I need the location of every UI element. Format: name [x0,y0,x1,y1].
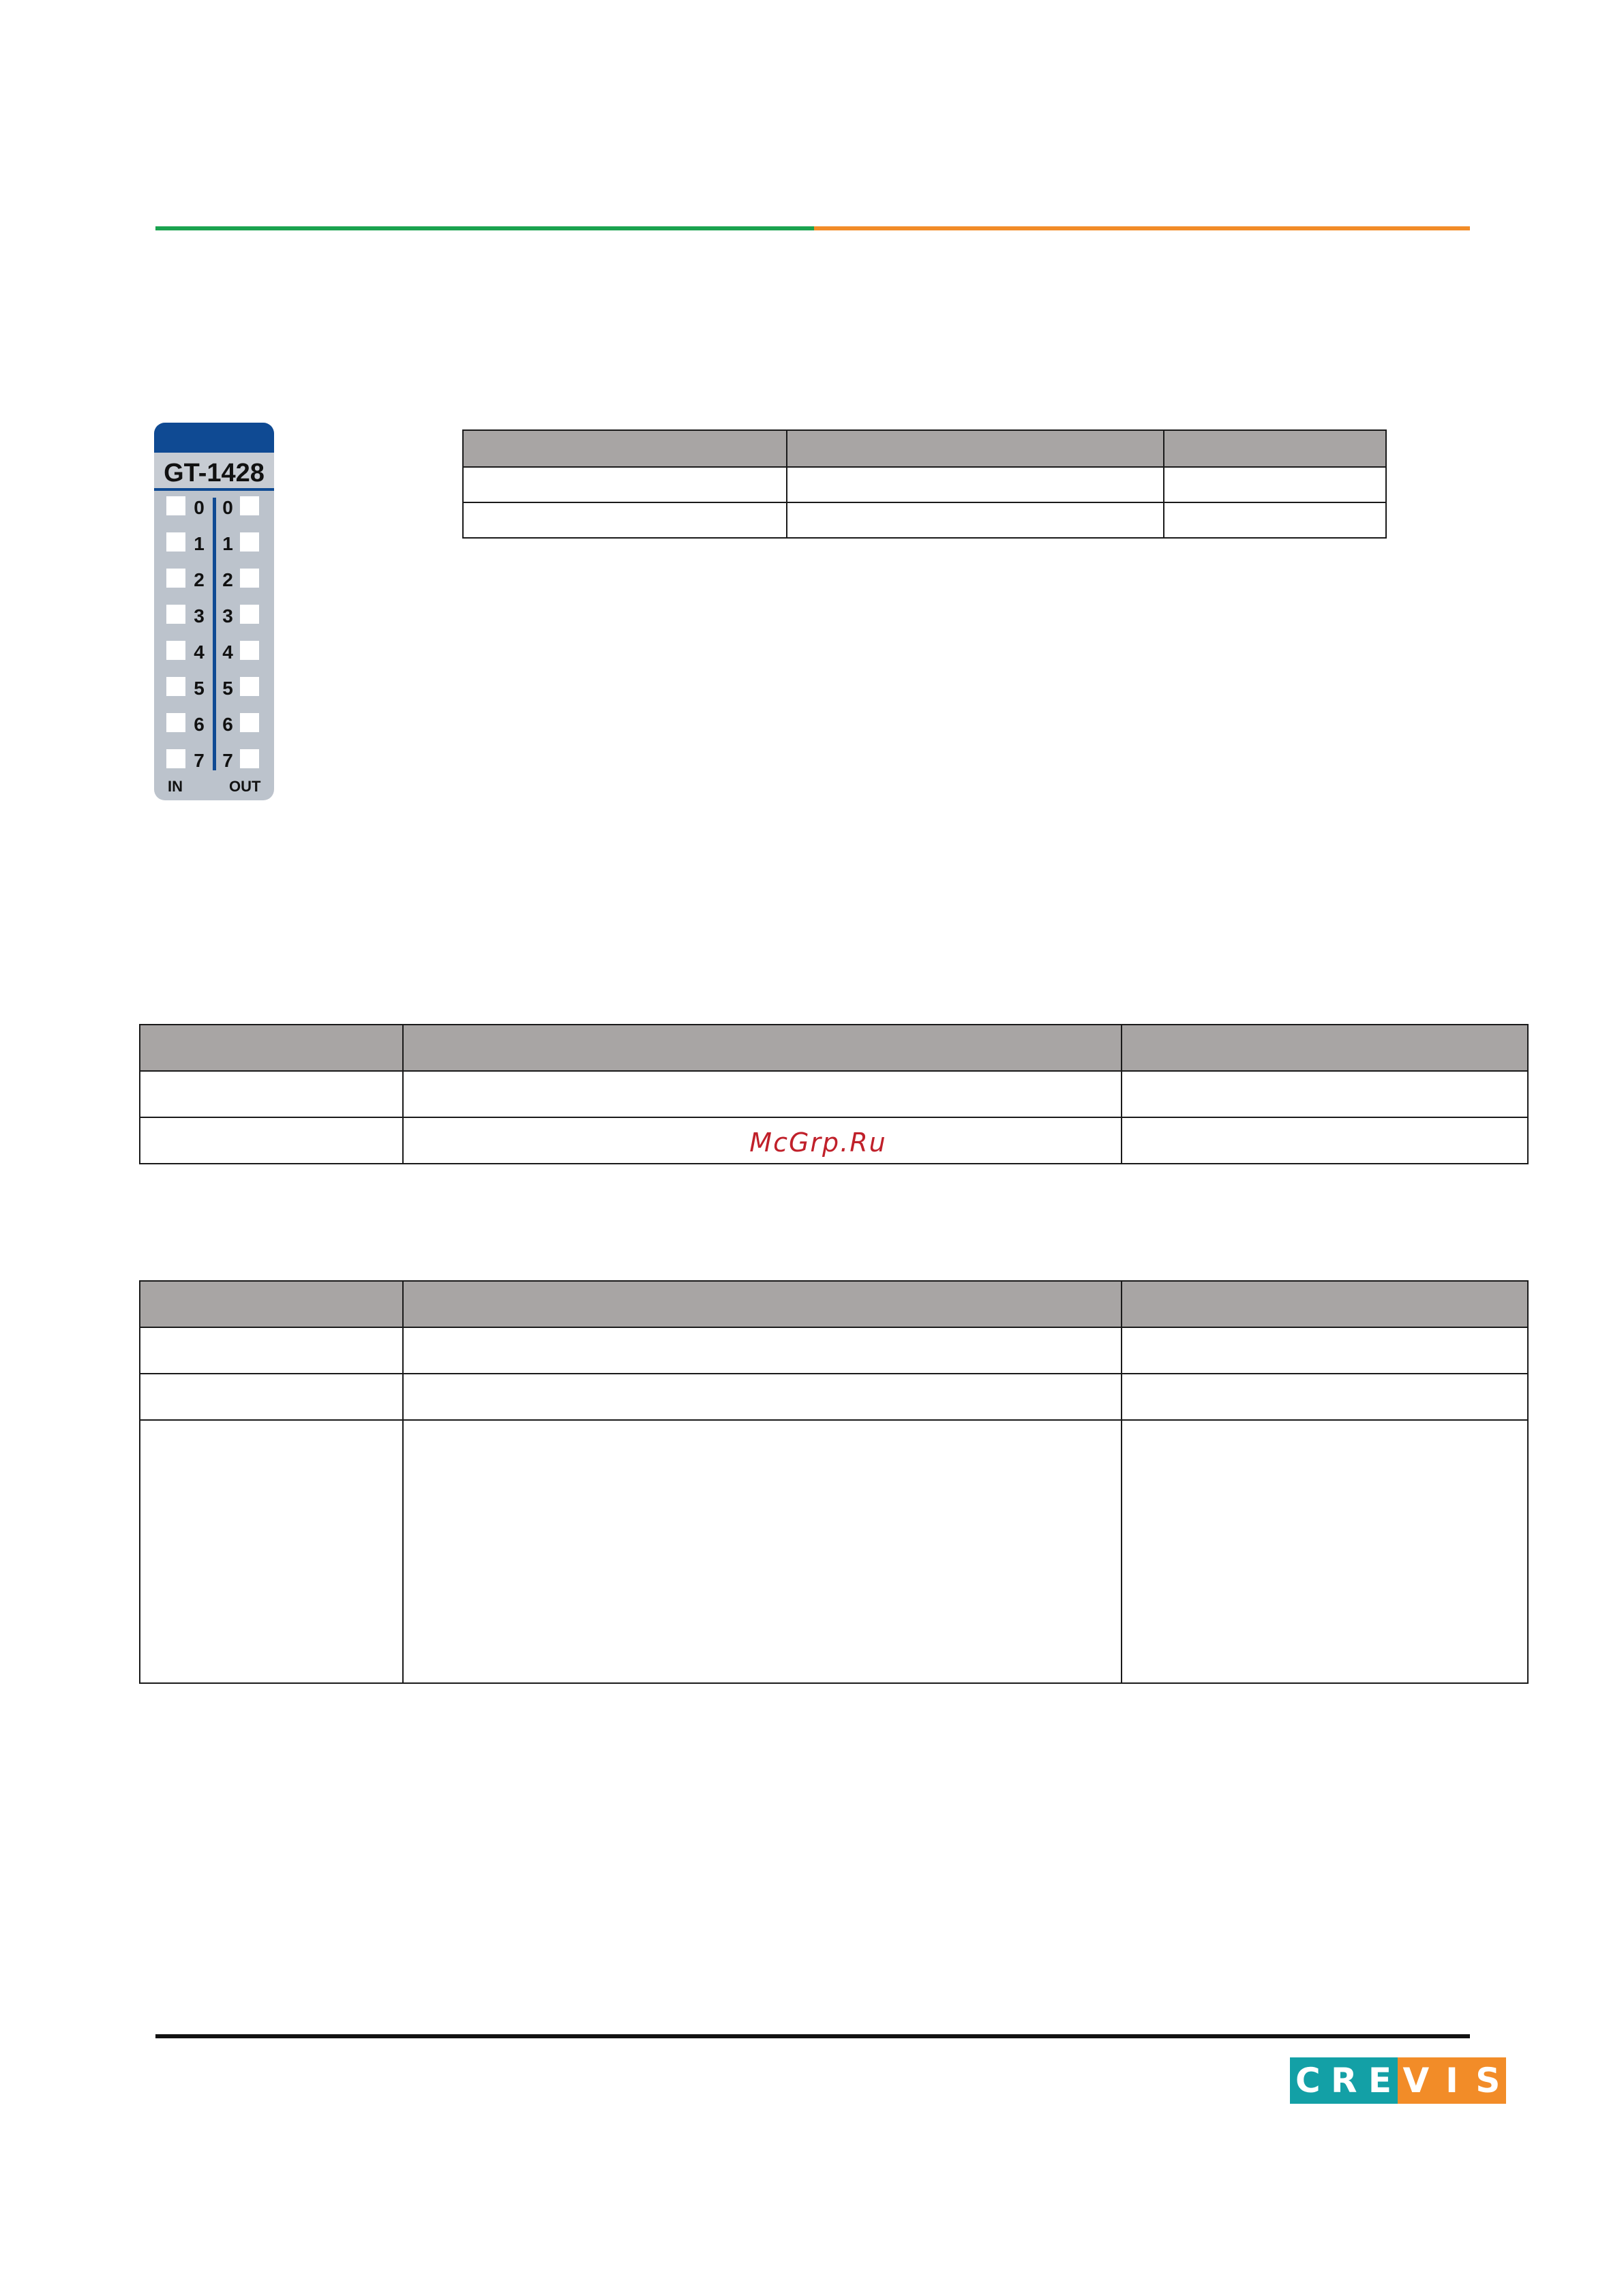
output-led-indicator [240,532,259,552]
table-row [140,1420,1528,1683]
table-header-row [140,1025,1528,1071]
table-cell [140,1420,403,1683]
footer-rule [155,2034,1470,2038]
table-cell [1164,502,1386,538]
table-header-cell [140,1025,403,1071]
spec-table-bottom [139,1280,1529,1684]
input-led-indicator [166,496,185,515]
module-faceplate-image [154,423,274,800]
table-cell [140,1374,403,1420]
output-channel-label: 3 [222,605,233,626]
crevis-logo [1290,2057,1506,2104]
input-channel-label: 4 [194,641,205,663]
input-led-indicator [166,713,185,732]
table-header-row [140,1281,1528,1327]
table-header-cell [463,430,787,467]
table-cell [1122,1374,1528,1420]
input-channel-label: 0 [194,497,205,518]
watermark-text: McGrp.Ru [749,1128,887,1158]
logo-letter: E [1362,2057,1398,2104]
output-channel-label: 2 [222,569,233,590]
table-cell [403,1374,1122,1420]
table-cell [1164,467,1386,502]
output-led-indicator [240,605,259,624]
table-cell [1122,1117,1528,1164]
input-led-indicator [166,605,185,624]
output-led-indicator [240,749,259,768]
table-cell [403,1071,1122,1117]
table-cell [463,502,787,538]
table-cell [787,502,1164,538]
table-row [140,1071,1528,1117]
header-rule-green [155,226,814,230]
table-cell [1122,1071,1528,1117]
output-channel-label: 7 [222,750,233,771]
logo-letter: I [1434,2057,1470,2104]
output-channel-label: 6 [222,714,233,735]
spec-table-top [462,429,1387,539]
table-header-cell [403,1025,1122,1071]
table-header-cell [1164,430,1386,467]
output-channel-label: 4 [222,641,233,663]
module-in-label: IN [168,778,183,795]
logo-letter: V [1398,2057,1434,2104]
table-header-cell [787,430,1164,467]
output-channel-label: 5 [222,678,233,699]
table-header-cell [1122,1281,1528,1327]
output-led-indicator [240,713,259,732]
output-led-indicator [240,496,259,515]
table-cell [140,1327,403,1374]
table-cell [403,1327,1122,1374]
input-channel-label: 3 [194,605,205,626]
input-led-indicator [166,641,185,660]
output-led-indicator [240,569,259,588]
table-cell [140,1071,403,1117]
input-channel-label: 6 [194,714,205,735]
table-cell [403,1420,1122,1683]
table-header-cell [1122,1025,1528,1071]
output-led-indicator [240,641,259,660]
output-channel-label: 0 [222,497,233,518]
table-row [463,467,1386,502]
module-model-label: GT-1428 [164,459,265,487]
output-led-indicator [240,677,259,696]
table-cell [140,1117,403,1164]
input-channel-label: 7 [194,750,205,771]
logo-letter: C [1290,2057,1326,2104]
table-cell [1122,1327,1528,1374]
table-row [463,502,1386,538]
input-led-indicator [166,569,185,588]
table-header-cell [403,1281,1122,1327]
logo-letter: S [1470,2057,1506,2104]
module-out-label: OUT [229,778,261,795]
table-row [140,1327,1528,1374]
input-channel-label: 1 [194,533,205,554]
logo-letter: R [1326,2057,1362,2104]
table-cell [463,467,787,502]
input-led-indicator [166,532,185,552]
table-header-row [463,430,1386,467]
table-cell [1122,1420,1528,1683]
table-cell [787,467,1164,502]
output-channel-label: 1 [222,533,233,554]
input-channel-label: 2 [194,569,205,590]
input-led-indicator [166,749,185,768]
header-rule-orange [814,226,1470,230]
table-header-cell [140,1281,403,1327]
input-channel-label: 5 [194,678,205,699]
input-led-indicator [166,677,185,696]
table-row [140,1374,1528,1420]
